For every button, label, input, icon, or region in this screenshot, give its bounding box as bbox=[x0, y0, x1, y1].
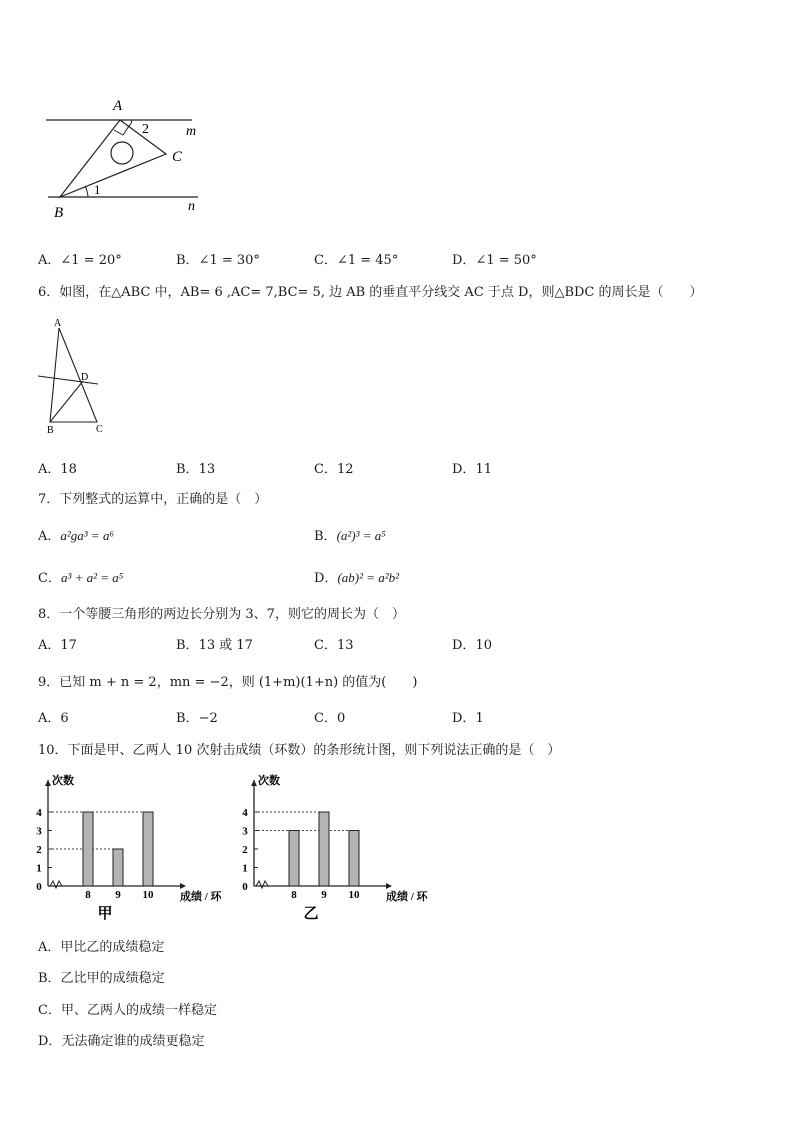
x-axis-title: 成绩 / 环 bbox=[180, 891, 222, 903]
option-text: 13 bbox=[336, 638, 354, 653]
label-two: 2 bbox=[142, 122, 149, 137]
q10-stem: 10．下面是甲、乙两人 10 次射击成绩（环数）的条形统计图，则下列说法正确的是（ ） bbox=[38, 743, 561, 758]
option-text: a³ + a² = a⁵ bbox=[60, 570, 124, 585]
axis-break-mark bbox=[256, 881, 268, 888]
option-text: 甲比乙的成绩稳定 bbox=[60, 940, 165, 955]
q10-option-c[interactable] bbox=[38, 999, 217, 1018]
option-letter: D． bbox=[452, 253, 476, 268]
q8-option-c[interactable] bbox=[314, 634, 354, 653]
q10-option-d[interactable] bbox=[38, 1030, 204, 1049]
option-letter: B． bbox=[176, 711, 199, 726]
q5-option-b[interactable] bbox=[176, 249, 260, 268]
q8-option-b[interactable] bbox=[176, 634, 253, 653]
y-tick-label: 1 bbox=[36, 862, 42, 875]
x-tick-label: 9 bbox=[115, 889, 121, 901]
label-c: C bbox=[172, 149, 183, 165]
option-text: 13 或 17 bbox=[198, 638, 253, 653]
option-letter: A． bbox=[38, 638, 61, 653]
perpendicular-bisector bbox=[38, 376, 98, 384]
q5-option-c[interactable] bbox=[314, 249, 398, 268]
q6-option-a[interactable] bbox=[38, 458, 77, 477]
option-text: 17 bbox=[60, 638, 77, 653]
chart-title: 甲 bbox=[97, 906, 113, 922]
q6-option-b[interactable] bbox=[176, 458, 215, 477]
q10-option-b[interactable] bbox=[38, 967, 165, 986]
q7-option-c[interactable] bbox=[38, 567, 123, 586]
option-letter: B． bbox=[176, 253, 199, 268]
chart-yi bbox=[236, 766, 451, 926]
option-letter: C． bbox=[38, 571, 61, 586]
option-text: ∠1 = 50° bbox=[475, 253, 537, 268]
y-tick-label: 2 bbox=[242, 844, 248, 856]
q9-option-a[interactable] bbox=[38, 707, 69, 726]
fig5-diagram bbox=[40, 92, 220, 224]
right-angle-mark bbox=[114, 126, 129, 135]
fig6-diagram bbox=[34, 314, 114, 436]
option-letter: D． bbox=[314, 571, 338, 586]
angle-2-arc bbox=[128, 120, 132, 127]
y-axis-title: 次数 bbox=[258, 775, 280, 787]
q8-option-d[interactable] bbox=[452, 634, 492, 653]
option-text: ∠1 = 30° bbox=[198, 253, 260, 268]
option-letter: A． bbox=[38, 529, 61, 544]
triangle-hole bbox=[111, 142, 133, 164]
option-letter: B． bbox=[176, 462, 199, 477]
label-b: B bbox=[47, 425, 54, 436]
option-text: 12 bbox=[336, 462, 354, 477]
label-a: A bbox=[113, 98, 123, 114]
q5-option-a[interactable] bbox=[38, 249, 122, 268]
label-c: C bbox=[96, 424, 103, 435]
q9-option-d[interactable] bbox=[452, 707, 484, 726]
option-text: 0 bbox=[336, 711, 346, 726]
option-text: 1 bbox=[475, 711, 484, 726]
option-text: 11 bbox=[475, 462, 492, 477]
x-axis-arrow bbox=[180, 883, 186, 889]
q7-stem: 7．下列整式的运算中，正确的是（ ） bbox=[38, 492, 268, 507]
y-tick-label: 4 bbox=[36, 807, 42, 819]
q7-option-a[interactable] bbox=[38, 525, 114, 544]
option-text: ∠1 = 20° bbox=[60, 253, 122, 268]
q8-option-a[interactable] bbox=[38, 634, 77, 653]
q6-option-d[interactable] bbox=[452, 458, 492, 477]
y-tick-label: 2 bbox=[36, 844, 42, 856]
option-text: 10 bbox=[475, 638, 492, 653]
label-d: D bbox=[81, 372, 89, 383]
option-letter: D． bbox=[452, 462, 476, 477]
option-letter: C． bbox=[314, 638, 337, 653]
chart-jia bbox=[30, 766, 245, 926]
option-text: −2 bbox=[198, 711, 218, 726]
option-letter: B． bbox=[38, 971, 61, 986]
option-letter: B． bbox=[314, 529, 337, 544]
y-tick-label: 4 bbox=[242, 807, 248, 819]
option-text: a²ga³ = a⁶ bbox=[60, 528, 114, 543]
option-letter: A． bbox=[38, 711, 61, 726]
bar bbox=[349, 831, 359, 887]
option-text: 甲、乙两人的成绩一样稳定 bbox=[60, 1003, 217, 1018]
option-letter: B． bbox=[176, 638, 199, 653]
q5-option-d[interactable] bbox=[452, 249, 537, 268]
x-tick-label: 10 bbox=[348, 889, 360, 901]
label-m: m bbox=[186, 124, 197, 139]
segment-bd bbox=[50, 381, 83, 422]
x-axis-arrow bbox=[386, 883, 392, 889]
label-b: B bbox=[54, 205, 64, 221]
option-text: 6 bbox=[60, 711, 69, 726]
option-text: 18 bbox=[60, 462, 77, 477]
option-letter: C． bbox=[38, 1003, 61, 1018]
option-text: ∠1 = 45° bbox=[336, 253, 399, 268]
option-text: 乙比甲的成绩稳定 bbox=[60, 971, 165, 986]
option-text: (a²)³ = a⁵ bbox=[336, 528, 386, 543]
label-one: 1 bbox=[94, 182, 101, 197]
q10-option-a[interactable] bbox=[38, 936, 164, 955]
y-axis-arrow bbox=[45, 780, 51, 786]
q7-option-b[interactable] bbox=[314, 525, 386, 544]
y-tick-label: 0 bbox=[242, 881, 248, 893]
y-tick-label: 1 bbox=[242, 862, 248, 875]
option-text: 13 bbox=[198, 462, 216, 477]
y-tick-label: 3 bbox=[242, 825, 248, 838]
option-letter: C． bbox=[314, 711, 337, 726]
option-letter: A． bbox=[38, 462, 61, 477]
label-n: n bbox=[188, 199, 195, 214]
option-letter: D． bbox=[452, 711, 476, 726]
triangle-abc bbox=[50, 328, 97, 422]
bar bbox=[143, 812, 153, 886]
x-axis-title: 成绩 / 环 bbox=[386, 891, 428, 903]
q9-option-b[interactable] bbox=[176, 707, 218, 726]
q6-option-c[interactable] bbox=[314, 458, 354, 477]
bar bbox=[289, 831, 299, 887]
bar bbox=[113, 849, 123, 886]
x-tick-label: 10 bbox=[142, 889, 154, 901]
bar bbox=[83, 812, 93, 886]
y-axis-title: 次数 bbox=[52, 775, 74, 787]
label-a: A bbox=[54, 318, 62, 329]
y-axis-arrow bbox=[251, 780, 257, 786]
chart-title: 乙 bbox=[303, 906, 319, 922]
y-tick-label: 0 bbox=[36, 881, 42, 893]
axis-break-mark bbox=[50, 881, 62, 888]
x-tick-label: 8 bbox=[85, 889, 91, 901]
y-tick-label: 3 bbox=[36, 825, 42, 838]
option-text: (ab)² = a²b² bbox=[337, 570, 400, 585]
option-letter: C． bbox=[314, 462, 337, 477]
x-tick-label: 8 bbox=[291, 889, 297, 901]
option-letter: C． bbox=[314, 253, 337, 268]
bar bbox=[319, 812, 329, 886]
q7-option-d[interactable] bbox=[314, 567, 399, 586]
option-text: 无法确定谁的成绩更稳定 bbox=[61, 1034, 205, 1049]
option-letter: D． bbox=[38, 1034, 62, 1049]
q9-stem: 9．已知 m + n = 2，mn = −2，则 (1+m)(1+n) 的值为( ) bbox=[38, 675, 418, 690]
option-letter: D． bbox=[452, 638, 476, 653]
x-tick-label: 9 bbox=[321, 889, 327, 901]
angle-1-arc bbox=[85, 186, 88, 197]
q9-option-c[interactable] bbox=[314, 707, 345, 726]
option-letter: A． bbox=[38, 940, 61, 955]
q6-stem: 6．如图，在△ABC 中，AB= 6 ,AC= 7,BC= 5, 边 AB 的垂直平分线交 AC 于点 D，则△BDC 的周长是（ ） bbox=[38, 285, 703, 300]
option-letter: A． bbox=[38, 253, 61, 268]
q8-stem: 8．一个等腰三角形的两边长分别为 3、7，则它的周长为（ ） bbox=[38, 607, 405, 622]
